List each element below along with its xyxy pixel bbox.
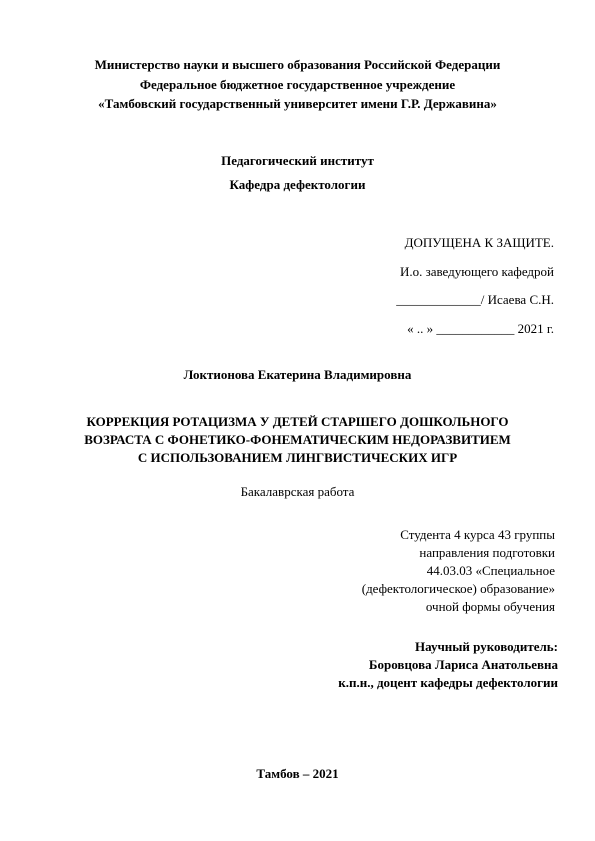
author-name: Локтионова Екатерина Владимировна [183,367,412,382]
approval-status: ДОПУЩЕНА К ЗАЩИТЕ. [404,235,554,250]
supervisor-label: Научный руководитель: [415,639,558,654]
student-info-line: Студента 4 курса 43 группы [400,527,555,542]
supervisor-name: Боровцова Лариса Анатольевна [368,657,558,672]
student-info-line: очной формы обучения [425,599,555,614]
city-year: Тамбов – 2021 [256,766,339,781]
approval-signature: _____________/ Исаева С.Н. [396,292,554,307]
supervisor-position: к.п.н., доцент кафедры дефектологии [338,675,558,690]
thesis-title-line: ВОЗРАСТА С ФОНЕТИКО-ФОНЕМАТИЧЕСКИМ НЕДОРАЗВИТИЕМ [84,432,511,447]
thesis-title-line: КОРРЕКЦИЯ РОТАЦИЗМА У ДЕТЕЙ СТАРШЕГО ДОШКОЛЬНОГО [86,414,509,429]
student-info-line: (дефектологическое) образование» [361,581,555,596]
department-name: Кафедра дефектологии [229,177,366,192]
ministry-line: Министерство науки и высшего образования Российской Федерации [94,57,501,72]
student-info-line: 44.03.03 «Специальное [426,563,555,578]
approval-date: « .. » ____________ 2021 г. [407,321,554,336]
institute-name: Педагогический институт [221,153,374,168]
thesis-title-line: С ИСПОЛЬЗОВАНИЕМ ЛИНГВИСТИЧЕСКИХ ИГР [137,450,458,465]
thesis-type: Бакалаврская работа [240,484,355,499]
university-name-line: «Тамбовский государственный университет имени Г.Р. Державина» [98,96,497,111]
student-info-line: направления подготовки [419,545,555,560]
approval-role: И.о. заведующего кафедрой [399,264,554,279]
institution-type-line: Федеральное бюджетное государственное учреждение [139,77,456,92]
